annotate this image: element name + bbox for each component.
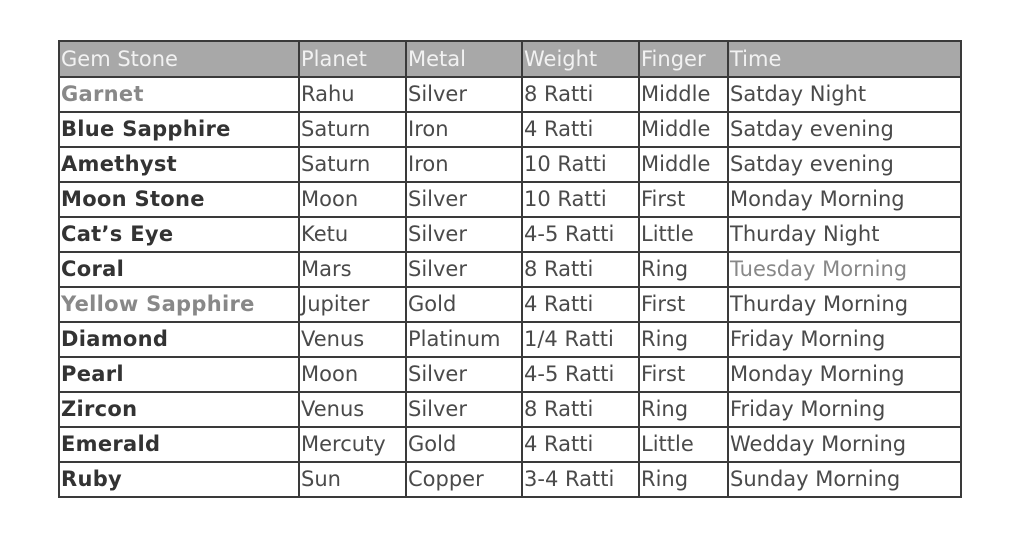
gem-name-cell: Garnet	[59, 77, 299, 112]
metal-cell: Copper	[406, 462, 522, 497]
weight-cell: 10 Ratti	[522, 147, 639, 182]
table-row	[59, 147, 961, 182]
gem-stone-table	[58, 40, 962, 498]
weight-cell: 4 Ratti	[522, 287, 639, 322]
table-row	[59, 217, 961, 252]
gem-name-cell: Coral	[59, 252, 299, 287]
header-metal: Metal	[406, 41, 522, 77]
time-cell: Tuesday Morning	[728, 252, 961, 287]
finger-cell: Middle	[639, 147, 728, 182]
metal-cell: Platinum	[406, 322, 522, 357]
planet-cell: Mars	[299, 252, 406, 287]
metal-cell: Gold	[406, 427, 522, 462]
planet-cell: Moon	[299, 357, 406, 392]
table-row	[59, 112, 961, 147]
finger-cell: Ring	[639, 392, 728, 427]
time-cell: Friday Morning	[728, 322, 961, 357]
gem-name-cell: Zircon	[59, 392, 299, 427]
metal-cell: Silver	[406, 77, 522, 112]
header-time: Time	[728, 41, 961, 77]
finger-cell: First	[639, 287, 728, 322]
table-row	[59, 462, 961, 497]
finger-cell: Ring	[639, 252, 728, 287]
weight-cell: 4 Ratti	[522, 112, 639, 147]
gem-name-cell: Cat’s Eye	[59, 217, 299, 252]
weight-cell: 4 Ratti	[522, 427, 639, 462]
planet-cell: Venus	[299, 322, 406, 357]
gem-name-cell: Blue Sapphire	[59, 112, 299, 147]
time-cell: Satday evening	[728, 147, 961, 182]
planet-cell: Sun	[299, 462, 406, 497]
planet-cell: Moon	[299, 182, 406, 217]
metal-cell: Iron	[406, 147, 522, 182]
gem-name-cell: Emerald	[59, 427, 299, 462]
table-row	[59, 287, 961, 322]
finger-cell: Ring	[639, 462, 728, 497]
weight-cell: 10 Ratti	[522, 182, 639, 217]
table-row	[59, 182, 961, 217]
metal-cell: Silver	[406, 182, 522, 217]
table-row	[59, 357, 961, 392]
header-row	[59, 41, 961, 77]
gem-name-cell: Amethyst	[59, 147, 299, 182]
metal-cell: Iron	[406, 112, 522, 147]
finger-cell: First	[639, 182, 728, 217]
finger-cell: Middle	[639, 77, 728, 112]
header-weight: Weight	[522, 41, 639, 77]
metal-cell: Silver	[406, 357, 522, 392]
metal-cell: Gold	[406, 287, 522, 322]
weight-cell: 4-5 Ratti	[522, 357, 639, 392]
table-row	[59, 77, 961, 112]
weight-cell: 3-4 Ratti	[522, 462, 639, 497]
table-row	[59, 392, 961, 427]
time-cell: Friday Morning	[728, 392, 961, 427]
metal-cell: Silver	[406, 252, 522, 287]
gem-name-cell: Yellow Sapphire	[59, 287, 299, 322]
weight-cell: 8 Ratti	[522, 252, 639, 287]
finger-cell: Little	[639, 217, 728, 252]
table-row	[59, 322, 961, 357]
metal-cell: Silver	[406, 392, 522, 427]
planet-cell: Jupiter	[299, 287, 406, 322]
weight-cell: 8 Ratti	[522, 392, 639, 427]
header-finger: Finger	[639, 41, 728, 77]
weight-cell: 4-5 Ratti	[522, 217, 639, 252]
planet-cell: Saturn	[299, 112, 406, 147]
finger-cell: Ring	[639, 322, 728, 357]
finger-cell: First	[639, 357, 728, 392]
metal-cell: Silver	[406, 217, 522, 252]
table-row	[59, 427, 961, 462]
gem-name-cell: Ruby	[59, 462, 299, 497]
gem-name-cell: Diamond	[59, 322, 299, 357]
planet-cell: Venus	[299, 392, 406, 427]
planet-cell: Rahu	[299, 77, 406, 112]
gem-name-cell: Pearl	[59, 357, 299, 392]
gem-name-cell: Moon Stone	[59, 182, 299, 217]
weight-cell: 8 Ratti	[522, 77, 639, 112]
time-cell: Monday Morning	[728, 182, 961, 217]
time-cell: Thurday Morning	[728, 287, 961, 322]
time-cell: Satday Night	[728, 77, 961, 112]
time-cell: Wedday Morning	[728, 427, 961, 462]
time-cell: Monday Morning	[728, 357, 961, 392]
time-cell: Sunday Morning	[728, 462, 961, 497]
header-planet: Planet	[299, 41, 406, 77]
table-row	[59, 252, 961, 287]
finger-cell: Little	[639, 427, 728, 462]
finger-cell: Middle	[639, 112, 728, 147]
time-cell: Satday evening	[728, 112, 961, 147]
planet-cell: Ketu	[299, 217, 406, 252]
header-gem-stone: Gem Stone	[59, 41, 299, 77]
planet-cell: Saturn	[299, 147, 406, 182]
time-cell: Thurday Night	[728, 217, 961, 252]
weight-cell: 1/4 Ratti	[522, 322, 639, 357]
planet-cell: Mercuty	[299, 427, 406, 462]
